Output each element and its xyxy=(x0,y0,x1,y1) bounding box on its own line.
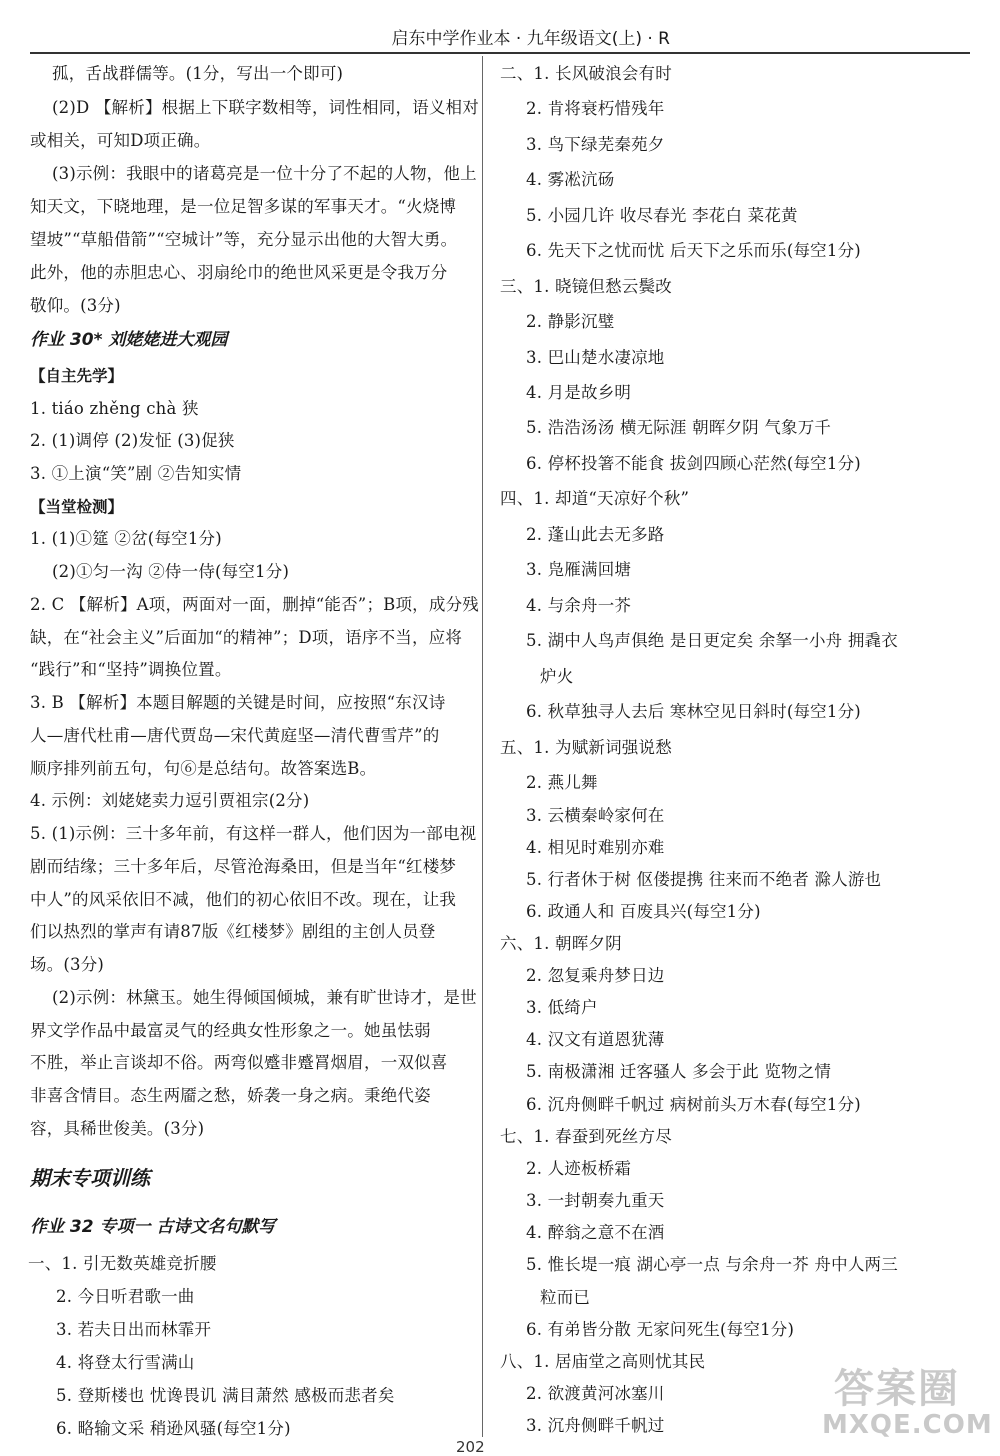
text-line: 2. 今日听君歌一曲 xyxy=(56,1287,195,1306)
text-line: 容，具稀世俊美。(3分) xyxy=(30,1119,205,1138)
text-line: 八、1. 居庙堂之高则忧其民 xyxy=(500,1352,706,1371)
text-line: 4. 相见时难别亦难 xyxy=(526,838,665,857)
text-line: 或相关，可知D项正确。 xyxy=(30,131,211,150)
page-header xyxy=(30,26,970,54)
column-divider xyxy=(482,56,483,1437)
section-label-class-check: 【当堂检测】 xyxy=(30,498,124,516)
text-line: 5. 惟长堤一痕 湖心亭一点 与余舟一芥 舟中人两三 xyxy=(526,1255,898,1274)
text-line: 4. 汉文有道恩犹薄 xyxy=(526,1030,665,1049)
text-line: 们以热烈的掌声有请87版《红楼梦》剧组的主创人员登 xyxy=(30,922,436,941)
text-line: 四、1. 却道“天凉好个秋” xyxy=(500,489,690,508)
text-line: (2)示例：林黛玉。她生得倾国倾城，兼有旷世诗才，是世 xyxy=(52,988,477,1007)
section-label-self-study: 【自主先学】 xyxy=(30,367,124,385)
text-line: 5. 南极潇湘 迁客骚人 多会于此 览物之情 xyxy=(526,1062,832,1081)
text-line: 1. (1)①筵 ②岔(每空1分) xyxy=(30,529,222,548)
text-line: 望坡”“草船借箭”“空城计”等，充分显示出他的大智大勇。 xyxy=(30,230,458,249)
text-line: 3. B 【解析】本题目解题的关键是时间，应按照“东汉诗 xyxy=(30,693,446,712)
text-line: 6. 停杯投箸不能食 拔剑四顾心茫然(每空1分) xyxy=(526,454,861,473)
text-line: 不胜，举止言谈却不俗。两弯似蹙非蹙罥烟眉，一双似喜 xyxy=(30,1053,448,1072)
text-line: 2. 忽复乘舟梦日边 xyxy=(526,966,665,985)
text-line: 此外，他的赤胆忠心、羽扇纶巾的绝世风采更是令我万分 xyxy=(30,263,448,282)
text-line: 6. 略输文采 稍逊风骚(每空1分) xyxy=(56,1419,291,1438)
text-line: 敬仰。(3分) xyxy=(30,296,121,315)
text-line: 2. 人迹板桥霜 xyxy=(526,1159,632,1178)
text-line: 孤，舌战群儒等。(1分，写出一个即可) xyxy=(52,64,344,83)
text-line: 3. 凫雁满回塘 xyxy=(526,560,632,579)
page-number: 202 xyxy=(456,1438,485,1456)
text-line: 5. 行者休于树 伛偻提携 往来而不绝者 滁人游也 xyxy=(526,870,882,889)
text-line: 五、1. 为赋新词强说愁 xyxy=(500,738,672,757)
text-line: 2. 燕儿舞 xyxy=(526,773,598,792)
text-line: 2. (1)调停 (2)发怔 (3)促狭 xyxy=(30,431,235,450)
text-line: 5. 小园几许 收尽春光 李花白 菜花黄 xyxy=(526,206,798,225)
text-line: 4. 示例：刘姥姥卖力逗引贾祖宗(2分) xyxy=(30,791,310,810)
text-line: (2)①匀一沟 ②侍一侍(每空1分) xyxy=(52,562,290,581)
watermark-top-text: 答案圈 xyxy=(834,1366,960,1412)
text-line: 粒而已 xyxy=(540,1288,591,1307)
text-line: 3. 若夫日出而林霏开 xyxy=(56,1320,212,1339)
text-line: 6. 政通人和 百废具兴(每空1分) xyxy=(526,902,761,921)
text-line: 6. 秋草独寻人去后 寒林空见日斜时(每空1分) xyxy=(526,702,861,721)
text-line: (3)示例：我眼中的诸葛亮是一位十分了不起的人物，他上 xyxy=(52,164,477,183)
text-line: 三、1. 晓镜但愁云鬓改 xyxy=(500,277,672,296)
text-line: 一、1. 引无数英雄竞折腰 xyxy=(28,1254,217,1273)
text-line: 七、1. 春蚕到死丝方尽 xyxy=(500,1127,672,1146)
watermark-bottom-text: MXQE.COM xyxy=(822,1410,993,1440)
text-line: 6. 沉舟侧畔千帆过 病树前头万木春(每空1分) xyxy=(526,1095,861,1114)
text-line: 六、1. 朝晖夕阴 xyxy=(500,934,622,953)
text-line: 缺，在“社会主义”后面加“的精神”；D项，语序不当，应将 xyxy=(30,628,463,647)
text-line: 1. tiáo zhěng chà 狭 xyxy=(30,399,199,418)
text-line: 4. 月是故乡明 xyxy=(526,383,632,402)
text-line: 剧而结缘；三十多年后，尽管沧海桑田，但是当年“红楼梦 xyxy=(30,857,457,876)
text-line: 4. 雾凇沆砀 xyxy=(526,170,615,189)
text-line: 顺序排列前五句，句⑥是总结句。故答案选B。 xyxy=(30,759,377,778)
text-line: 5. 登斯楼也 忧谗畏讥 满目萧然 感极而悲者矣 xyxy=(56,1386,395,1405)
text-line: 3. 低绮户 xyxy=(526,998,598,1017)
text-line: 2. C 【解析】A项，两面对一面，删掉“能否”；B项，成分残 xyxy=(30,595,479,614)
text-line: 5. (1)示例：三十多年前，有这样一群人，他们因为一部电视 xyxy=(30,824,477,843)
text-line: (2)D 【解析】根据上下联字数相等，词性相同，语义相对 xyxy=(52,98,479,117)
text-line: 界文学作品中最富灵气的经典女性形象之一。她虽怯弱 xyxy=(30,1021,431,1040)
text-line: 2. 欲渡黄河冰塞川 xyxy=(526,1384,665,1403)
text-line: 二、1. 长风破浪会有时 xyxy=(500,64,672,83)
assignment-heading-30: 作业 30* 刘姥姥进大观园 xyxy=(30,330,228,350)
text-line: 知天文，下晓地理，是一位足智多谋的军事天才。“火烧博 xyxy=(30,197,457,216)
watermark-logo xyxy=(822,1366,993,1445)
text-line: 5. 浩浩汤汤 横无际涯 朝晖夕阴 气象万千 xyxy=(526,418,832,437)
text-line: 4. 与余舟一芥 xyxy=(526,596,632,615)
text-line: 5. 湖中人鸟声俱绝 是日更定矣 余拏一小舟 拥毳衣 xyxy=(526,631,898,650)
text-line: 2. 肯将衰朽惜残年 xyxy=(526,99,665,118)
text-line: “践行”和“坚持”调换位置。 xyxy=(30,660,232,679)
header-title: 启东中学作业本 · 九年级语文(上) · R xyxy=(391,29,670,49)
text-line: 人—唐代杜甫—唐代贾岛—宋代黄庭坚—清代曹雪芹”的 xyxy=(30,726,440,745)
text-line: 6. 先天下之忧而忧 后天下之乐而乐(每空1分) xyxy=(526,241,861,260)
assignment-heading-32: 作业 32 专项一 古诗文名句默写 xyxy=(30,1217,276,1237)
text-line: 2. 静影沉璧 xyxy=(526,312,615,331)
text-line: 中人”的风采依旧不减，他们的初心依旧不改。现在，让我 xyxy=(30,890,457,909)
text-line: 3. 巴山楚水凄凉地 xyxy=(526,348,665,367)
text-line: 6. 有弟皆分散 无家问死生(每空1分) xyxy=(526,1320,795,1339)
text-line: 非喜含情目。态生两靥之愁，娇袭一身之病。秉绝代姿 xyxy=(30,1086,431,1105)
section-heading-final-training: 期末专项训练 xyxy=(30,1166,150,1190)
text-line: 3. 沉舟侧畔千帆过 xyxy=(526,1416,665,1435)
text-line: 4. 醉翁之意不在酒 xyxy=(526,1223,665,1242)
text-line: 3. 鸟下绿芜秦苑夕 xyxy=(526,135,665,154)
text-line: 2. 蓬山此去无多路 xyxy=(526,525,665,544)
text-line: 场。(3分) xyxy=(30,955,105,974)
text-line: 3. ①上演“笑”剧 ②告知实情 xyxy=(30,464,242,483)
text-line: 3. 一封朝奏九重天 xyxy=(526,1191,665,1210)
text-line: 炉火 xyxy=(540,667,574,686)
text-line: 3. 云横秦岭家何在 xyxy=(526,806,665,825)
text-line: 4. 将登太行雪满山 xyxy=(56,1353,195,1372)
